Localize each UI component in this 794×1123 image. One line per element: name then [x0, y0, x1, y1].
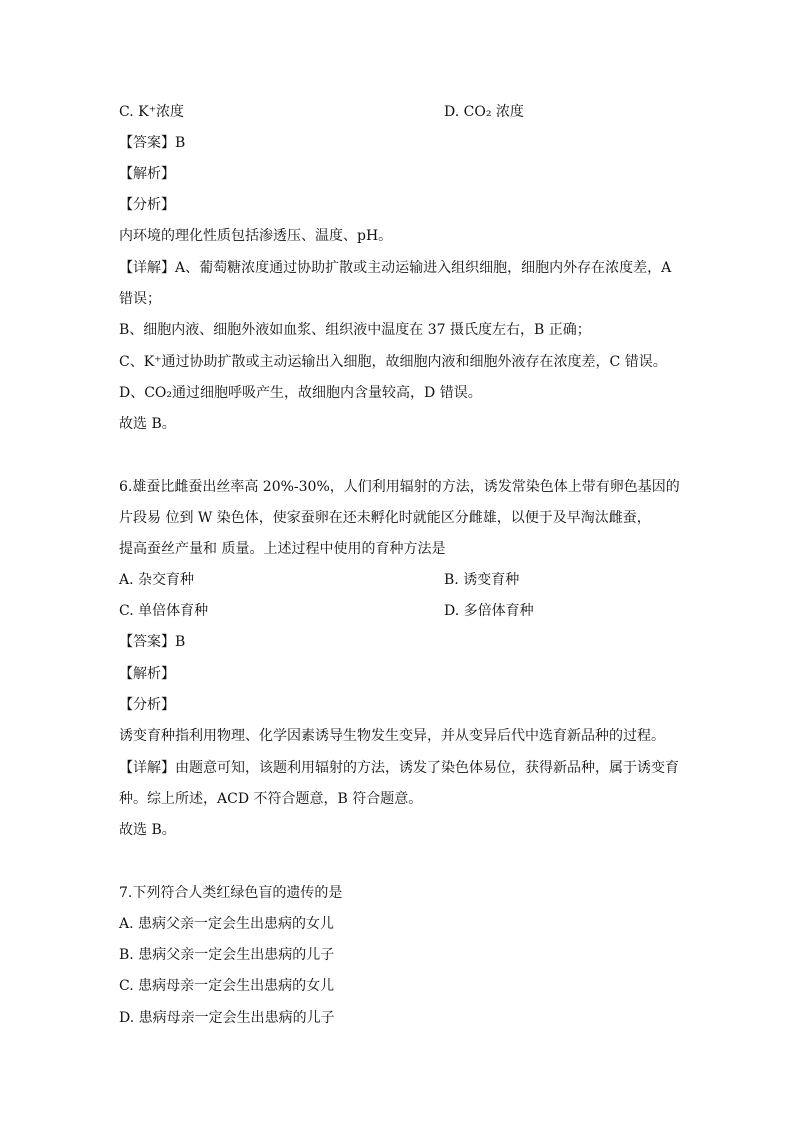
q5-detail-2: B、细胞内液、细胞外液如血浆、组织液中温度在 37 摄氏度左右，B 正确；: [119, 322, 591, 338]
q5-detail-1b: 错误；: [119, 291, 161, 307]
q7-option-b: B. 患病父亲一定会生出患病的儿子: [119, 947, 335, 963]
q6-option-a: A. 杂交育种: [119, 572, 195, 588]
q6-answer: 【答案】B: [119, 634, 186, 650]
q5-option-c: C. K⁺浓度: [119, 104, 184, 120]
q6-fenxi-text: 诱变育种指利用物理、化学因素诱导生物发生变异，并从变异后代中选育新品种的过程。: [119, 728, 665, 744]
q6-stem-1: 6.雄蚕比雌蚕出丝率高 20%-30%，人们利用辐射的方法，诱发常染色体上带有卵色基因的: [119, 479, 680, 495]
q5-analysis-heading: 【解析】: [119, 166, 175, 182]
q6-detail-2: 种。综上所述，ACD 不符合题意，B 符合题意。: [119, 791, 423, 807]
q6-option-d: D. 多倍体育种: [444, 603, 534, 619]
q5-detail-3: C、K⁺通过协助扩散或主动运输出入细胞，故细胞内液和细胞外液存在浓度差，C 错误。: [119, 354, 667, 370]
q7-option-a: A. 患病父亲一定会生出患病的女儿: [119, 916, 335, 932]
q6-option-b: B. 诱变育种: [444, 572, 520, 588]
q6-option-c: C. 单倍体育种: [119, 603, 209, 619]
q6-detail-1: 【详解】由题意可知，该题利用辐射的方法，诱发了染色体易位，获得新品种，属于诱变育: [119, 760, 679, 776]
q5-option-d: D. CO₂ 浓度: [444, 104, 524, 120]
q5-detail-1: 【详解】A、葡萄糖浓度通过协助扩散或主动运输进入组织细胞，细胞内外存在浓度差，A: [119, 260, 672, 276]
q6-conclusion: 故选 B。: [119, 822, 176, 838]
q6-analysis-heading: 【解析】: [119, 666, 175, 682]
q5-detail-4: D、CO₂通过细胞呼吸产生，故细胞内含量较高，D 错误。: [119, 385, 482, 401]
q5-conclusion: 故选 B。: [119, 416, 176, 432]
q7-option-c: C. 患病母亲一定会生出患病的女儿: [119, 978, 335, 994]
q6-fenxi-heading: 【分析】: [119, 697, 175, 713]
q6-stem-3: 提高蚕丝产量和 质量。上述过程中使用的育种方法是: [119, 541, 446, 557]
q5-fenxi-heading: 【分析】: [119, 197, 175, 213]
q5-answer: 【答案】B: [119, 135, 186, 151]
q7-stem: 7.下列符合人类红绿色盲的遗传的是: [119, 885, 343, 901]
q7-option-d: D. 患病母亲一定会生出患病的儿子: [119, 1010, 335, 1026]
q5-fenxi-text: 内环境的理化性质包括渗透压、温度、pH。: [119, 228, 393, 244]
q6-stem-2: 片段易 位到 W 染色体，使家蚕卵在还未孵化时就能区分雌雄，以便于及早淘汰雌蚕，: [119, 510, 651, 526]
